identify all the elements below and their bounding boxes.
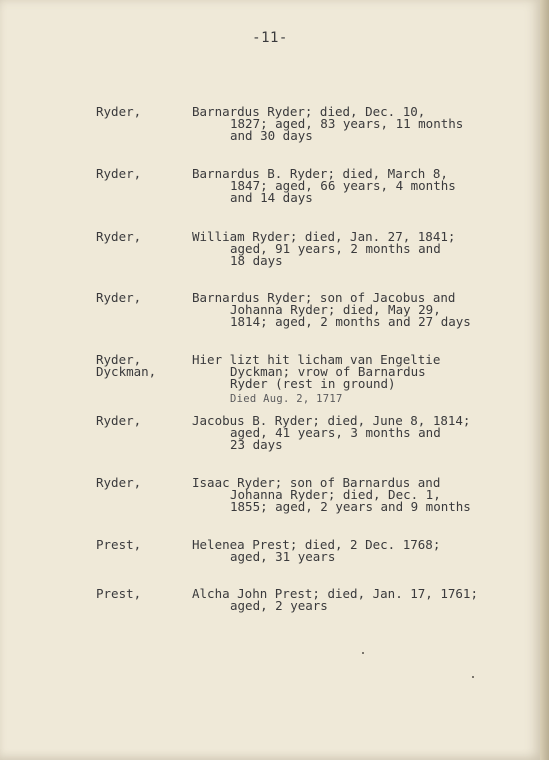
record-line: 1855; aged, 2 years and 9 months (230, 499, 471, 514)
record-text (192, 539, 522, 563)
handwritten-note: Died Aug. 2, 1717 (230, 393, 343, 405)
record-line: and 14 days (230, 190, 313, 205)
record-text (192, 168, 522, 204)
record-line: Alcha John Prest; died, Jan. 17, 1761; (192, 586, 478, 601)
record-text (192, 415, 522, 451)
record-line: Johanna Ryder; died, May 29, (230, 302, 441, 317)
page-number: -11- (252, 30, 288, 46)
record-line: 23 days (230, 437, 283, 452)
record-line: Barnardus Ryder; died, Dec. 10, (192, 104, 426, 119)
record-line: Dyckman; vrow of Barnardus (230, 364, 426, 379)
record-line: Jacobus B. Ryder; died, June 8, 1814; (192, 413, 471, 428)
record-text (192, 292, 522, 328)
surname: Ryder, (96, 413, 142, 428)
record-line: Hier lizt hit licham van Engeltie (192, 352, 441, 367)
surname: Ryder, Dyckman, (96, 352, 157, 379)
surname: Ryder, (96, 229, 142, 244)
record-line: aged, 2 years (230, 598, 328, 613)
record-text (192, 106, 522, 142)
surname: Ryder, (96, 475, 142, 490)
surname: Ryder, (96, 290, 142, 305)
record-line: Isaac Ryder; son of Barnardus and (192, 475, 441, 490)
surname: Prest, (96, 537, 142, 552)
record-text (192, 354, 522, 405)
surname: Prest, (96, 586, 142, 601)
record-text (192, 588, 522, 612)
record-line: Helenea Prest; died, 2 Dec. 1768; (192, 537, 441, 552)
record-line: 1847; aged, 66 years, 4 months (230, 178, 456, 193)
record-line: 1814; aged, 2 months and 27 days (230, 314, 471, 329)
record-line: 18 days (230, 253, 283, 268)
surname: Ryder, (96, 166, 142, 181)
record-text (192, 231, 522, 267)
paper-speck (362, 652, 364, 654)
record-line: aged, 91 years, 2 months and (230, 241, 441, 256)
record-line: William Ryder; died, Jan. 27, 1841; (192, 229, 456, 244)
record-line: Johanna Ryder; died, Dec. 1, (230, 487, 441, 502)
record-line: 1827; aged, 83 years, 11 months (230, 116, 464, 131)
paper-speck (472, 676, 474, 678)
record-text (192, 477, 522, 513)
surname: Ryder, (96, 104, 142, 119)
record-line: and 30 days (230, 128, 313, 143)
page-edge (540, 0, 549, 760)
record-line: Ryder (rest in ground) (230, 376, 396, 391)
record-line: aged, 31 years (230, 549, 336, 564)
record-line: aged, 41 years, 3 months and (230, 425, 441, 440)
record-line: Barnardus Ryder; son of Jacobus and (192, 290, 456, 305)
record-line: Barnardus B. Ryder; died, March 8, (192, 166, 448, 181)
